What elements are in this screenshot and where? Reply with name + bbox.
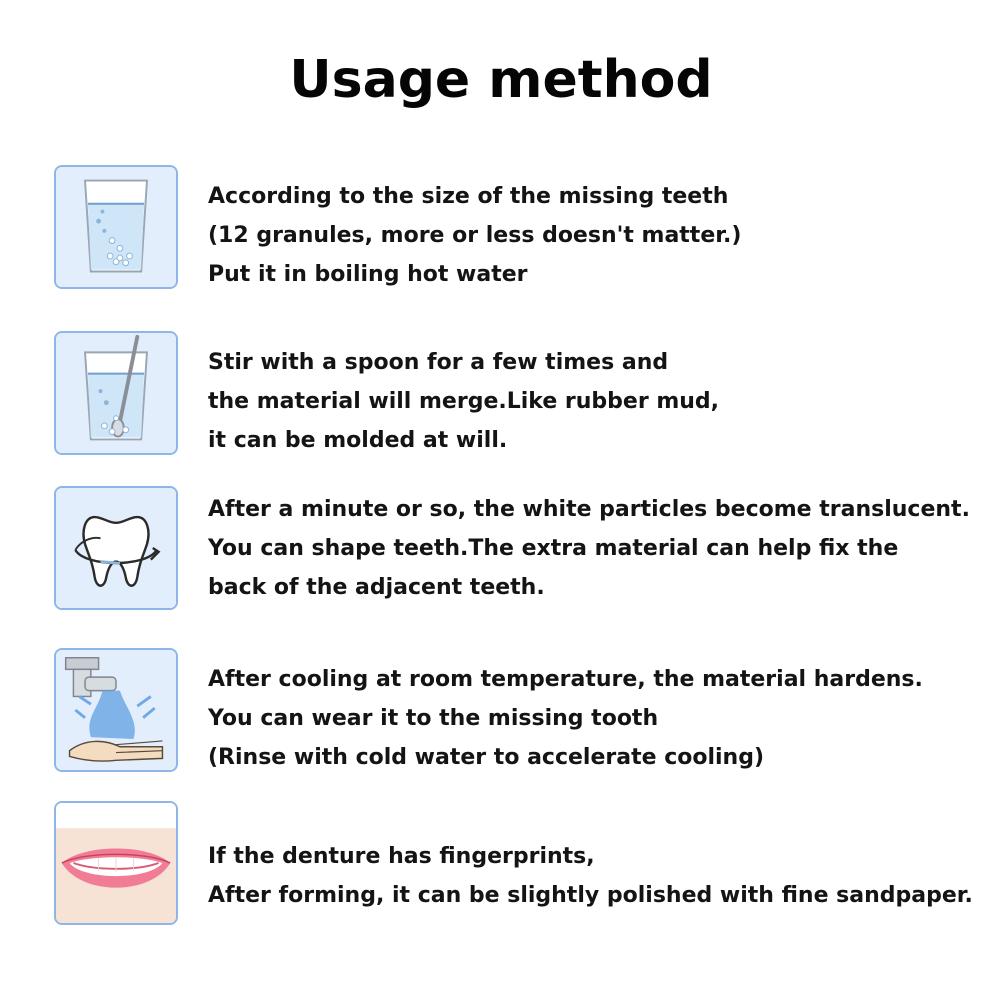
spoon-stirring-glass-icon <box>56 333 176 453</box>
step-4 <box>54 648 954 774</box>
faucet-rinsing-hands-icon <box>56 650 176 770</box>
step-3-image <box>54 486 178 610</box>
step-1 <box>54 165 954 291</box>
step-5 <box>54 801 973 927</box>
step-2-line-3: it can be molded at will. <box>208 428 508 453</box>
step-4-image <box>54 648 178 772</box>
step-4-line-3: (Rinse with cold water to accelerate cooling) <box>208 745 765 770</box>
step-5-line-2: After forming, it can be slightly polished with fine sandpaper. <box>208 883 973 908</box>
page-title: Usage method <box>289 50 713 110</box>
step-4-text <box>208 660 923 777</box>
step-4-line-2: You can wear it to the missing tooth <box>208 706 659 731</box>
step-1-text <box>208 177 741 294</box>
step-2-image <box>54 331 178 455</box>
step-2 <box>54 331 954 457</box>
step-5-text <box>208 837 973 915</box>
tooth-icon <box>56 488 176 608</box>
glass-of-granules-icon <box>56 167 176 287</box>
step-3-line-2: You can shape teeth.The extra material can help fix the <box>208 536 899 561</box>
step-2-line-1: Stir with a spoon for a few times and <box>208 350 669 375</box>
step-3 <box>54 486 970 612</box>
step-4-line-1: After cooling at room temperature, the material hardens. <box>208 667 923 692</box>
step-1-line-1: According to the size of the missing teeth <box>208 184 729 209</box>
step-1-line-2: (12 granules, more or less doesn't matter.) <box>208 223 742 248</box>
step-1-line-3: Put it in boiling hot water <box>208 262 528 287</box>
step-3-line-1: After a minute or so, the white particles become translucent. <box>208 497 970 522</box>
step-3-line-3: back of the adjacent teeth. <box>208 575 545 600</box>
smiling-mouth-icon <box>56 803 176 923</box>
step-5-line-1: If the denture has fingerprints, <box>208 844 595 869</box>
step-1-image <box>54 165 178 289</box>
step-2-line-2: the material will merge.Like rubber mud, <box>208 389 720 414</box>
step-5-image <box>54 801 178 925</box>
step-3-text <box>208 490 970 607</box>
step-2-text <box>208 343 719 460</box>
